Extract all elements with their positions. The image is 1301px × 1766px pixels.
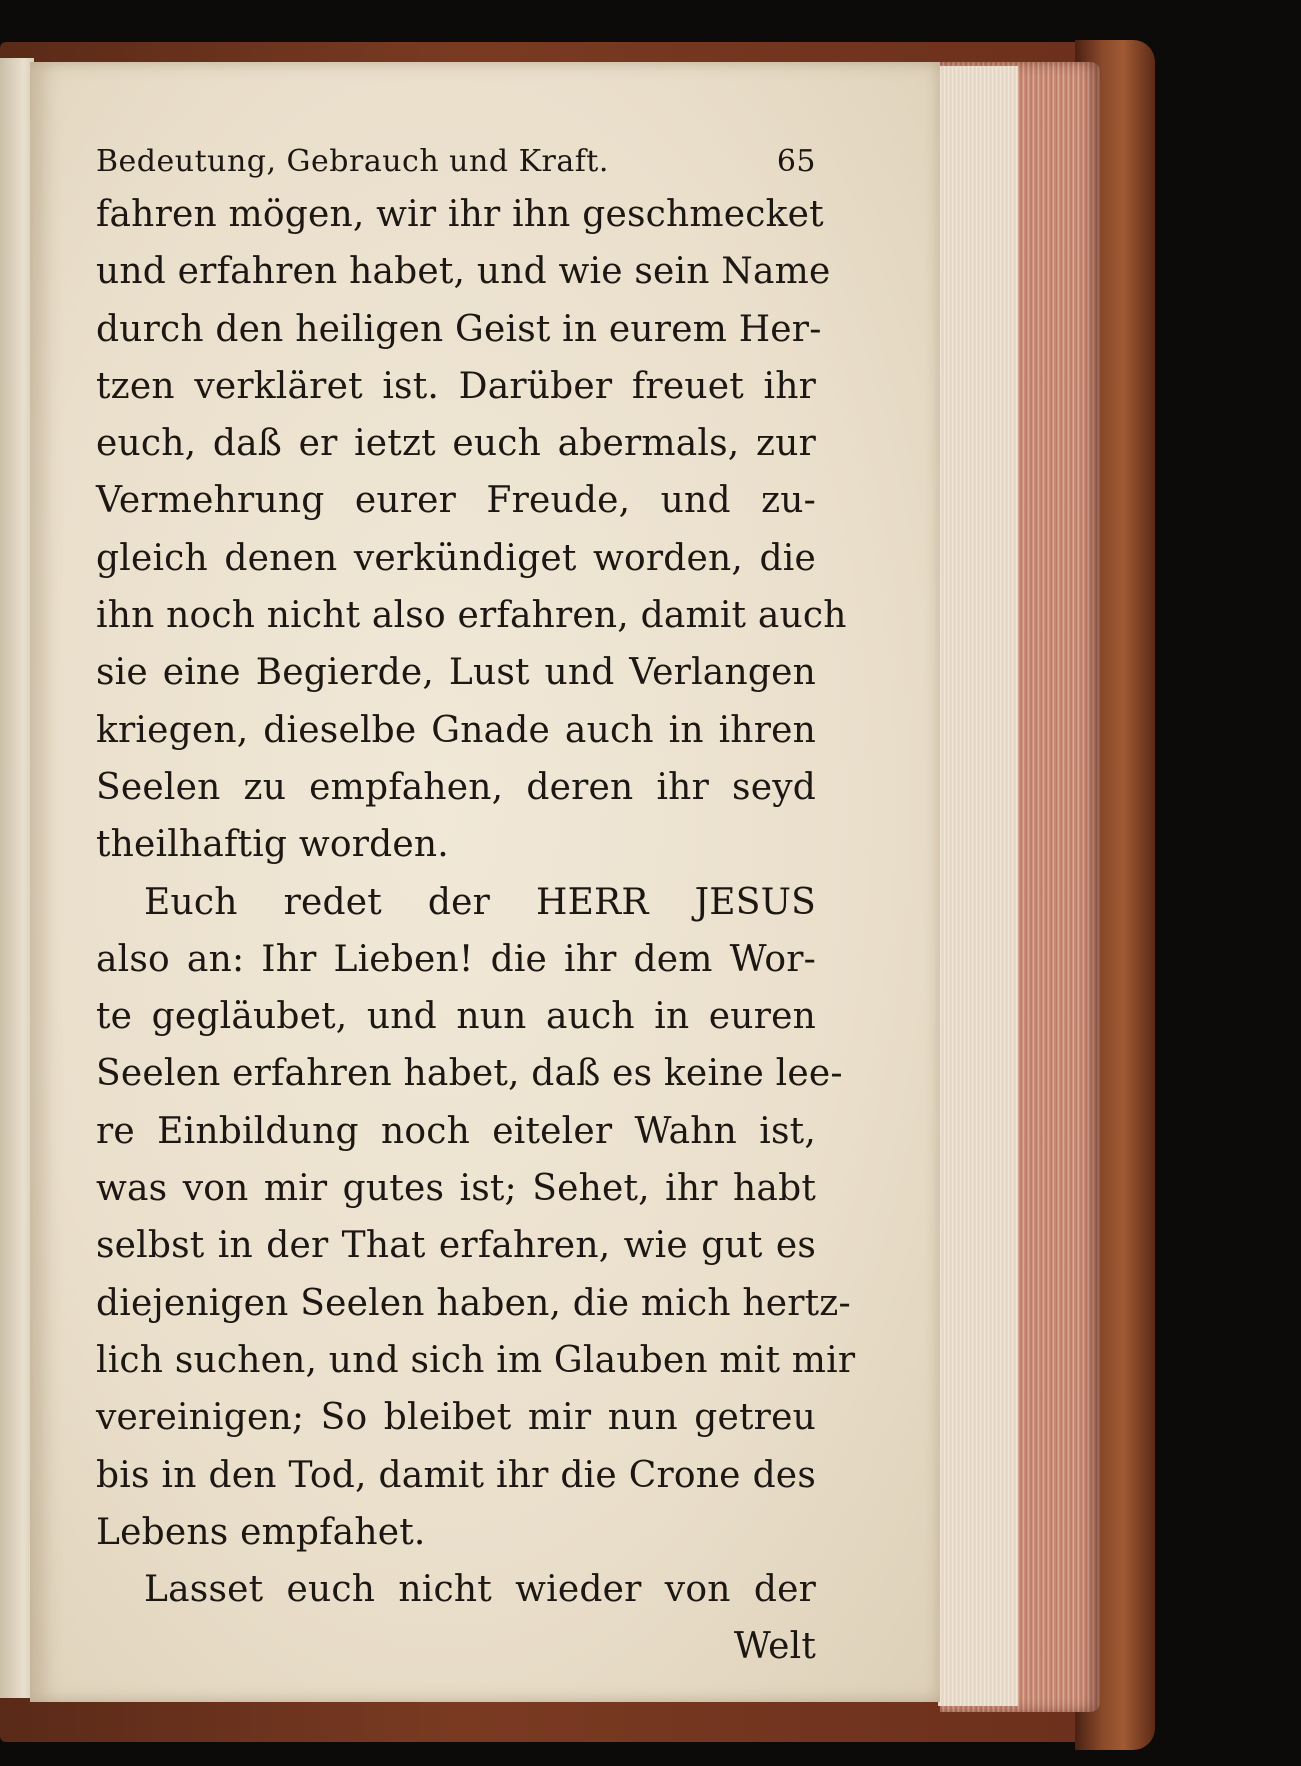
text-line: vereinigen; So bleibet mir nun getreu bbox=[96, 1397, 816, 1439]
left-page-sliver bbox=[0, 58, 34, 1698]
text-line: also an: Ihr Lieben! die ihr dem Wor- bbox=[96, 938, 816, 980]
text-line: durch den heiligen Geist in eurem Her- bbox=[96, 308, 822, 350]
text-line: te gegläubet, und nun auch in euren bbox=[96, 996, 816, 1038]
text-line: ihn noch nicht also erfahren, damit auch bbox=[96, 595, 847, 637]
text-line: Seelen zu empfahen, deren ihr seyd bbox=[96, 766, 816, 808]
text-line: gleich denen verkündiget worden, die bbox=[96, 537, 816, 579]
text-line: tzen verkläret ist. Darüber freuet ihr bbox=[96, 365, 816, 407]
text-line: selbst in der That erfahren, wie gut es bbox=[96, 1225, 816, 1267]
running-head bbox=[96, 140, 816, 184]
book-page bbox=[30, 62, 940, 1702]
text-line: kriegen, dieselbe Gnade auch in ihren bbox=[96, 709, 816, 751]
text-line: theilhaftig worden. bbox=[96, 824, 449, 866]
text-line: und erfahren habet, und wie sein Name bbox=[96, 251, 831, 293]
text-line: lich suchen, und sich im Glauben mit mir bbox=[96, 1339, 856, 1381]
text-line: re Einbildung noch eiteler Wahn ist, bbox=[96, 1110, 816, 1152]
text-line: euch, daß er ietzt euch abermals, zur bbox=[96, 423, 816, 465]
text-line: fahren mögen, wir ihr ihn geschmecket bbox=[96, 194, 824, 235]
catchword: Welt bbox=[733, 1626, 816, 1668]
text-line: was von mir gutes ist; Sehet, ihr habt bbox=[96, 1168, 816, 1210]
text-line: diejenigen Seelen haben, die mich hertz- bbox=[96, 1282, 851, 1324]
text-line: Lasset euch nicht wieder von der bbox=[144, 1569, 816, 1611]
text-block bbox=[96, 140, 856, 1676]
text-line: bis in den Tod, damit ihr die Crone des bbox=[96, 1454, 816, 1496]
text-line: Seelen erfahren habet, daß es keine lee- bbox=[96, 1053, 843, 1095]
page-edge-stack bbox=[938, 66, 1018, 1706]
page-number: 65 bbox=[776, 144, 816, 179]
text-line: Euch redet der HERR JESUS bbox=[144, 881, 816, 923]
text-line: Vermehrung eurer Freude, und zu- bbox=[96, 480, 816, 522]
running-head-title: Bedeutung, Gebrauch und Kraft. bbox=[96, 144, 609, 179]
text-line: Lebens empfahet. bbox=[96, 1511, 426, 1553]
text-line: sie eine Begierde, Lust und Verlangen bbox=[96, 652, 816, 694]
